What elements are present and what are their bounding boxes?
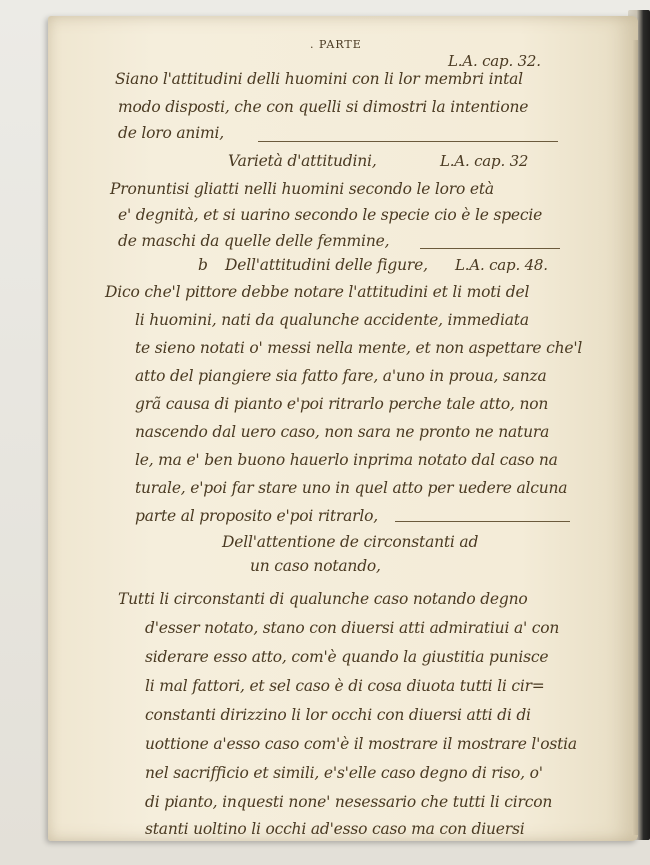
section-1-reference: L.A. cap. 32.: [448, 52, 541, 70]
section-1-line-2: modo disposti, che con quelli si dimostri la intentione: [118, 98, 529, 116]
section-4-line-9: stanti uoltino li occhi ad'esso caso ma con diuersi: [145, 820, 525, 838]
section-3-line-3: te sieno notati o' messi nella mente, et non aspettare che'l: [135, 339, 583, 357]
section-1-line-3: de loro animi,: [118, 124, 224, 142]
section-4-line-4: li mal fattori, et sel caso è di cosa diuota tutti li cir=: [145, 677, 545, 695]
section-3-line-1: Dico che'l pittore debbe notare l'attitudini et li moti del: [105, 283, 530, 301]
section-2-line-3: de maschi da quelle delle femmine,: [118, 232, 390, 250]
section-4-line-5: constanti dirizzino li lor occhi con diuersi atti di di: [145, 706, 531, 724]
section-3-line-7: le, ma e' ben buono hauerlo inprima notato dal caso na: [135, 451, 558, 469]
section-1-line-1: Siano l'attitudini delli huomini con li lor membri intal: [115, 70, 523, 88]
section-4-line-3: siderare esso atto, com'è quando la giustitia punisce: [145, 648, 549, 666]
section-3-line-9: parte al proposito e'poi ritrarlo,: [135, 507, 378, 525]
section-1-end-rule: [258, 141, 558, 142]
section-2-end-rule: [420, 248, 560, 249]
section-2-line-1: Pronuntisi gliatti nelli huomini secondo le loro età: [110, 180, 494, 198]
section-4-line-1: Tutti li circonstanti di qualunche caso notando degno: [118, 590, 528, 608]
section-2-heading: Varietà d'attitudini,: [228, 152, 377, 170]
section-3-line-4: atto del piangiere sia fatto fare, a'uno in proua, sanza: [135, 367, 547, 385]
section-3-heading: Dell'attitudini delle figure,: [225, 256, 428, 274]
section-2-reference: L.A. cap. 32: [440, 152, 529, 170]
section-3-marker: b: [198, 256, 208, 274]
section-2-line-2: e' degnità, et si uarino secondo le specie cio è le specie: [118, 206, 543, 224]
page-fold-edge: [632, 40, 638, 835]
section-3-line-2: li huomini, nati da qualunche accidente, immediata: [135, 311, 529, 329]
section-3-line-8: turale, e'poi far stare uno in quel atto per uedere alcuna: [135, 479, 568, 497]
section-4-line-2: d'esser notato, stano con diuersi atti admiratiui a' con: [145, 619, 560, 637]
section-3-reference: L.A. cap. 48.: [455, 256, 548, 274]
section-3-line-6: nascendo dal uero caso, non sara ne pronto ne natura: [135, 423, 550, 441]
section-4-line-6: uottione a'esso caso com'è il mostrare il mostrare l'ostia: [145, 735, 577, 753]
section-4-heading-line-2: un caso notando,: [250, 557, 381, 575]
section-3-line-5: grã causa di pianto e'poi ritrarlo perche tale atto, non: [135, 395, 549, 413]
running-title: . PARTE: [310, 38, 362, 51]
section-3-end-rule: [395, 521, 570, 522]
section-4-line-8: di pianto, inquesti none' nesessario che tutti li circon: [145, 793, 553, 811]
section-4-line-7: nel sacrifficio et simili, e's'elle caso degno di riso, o': [145, 764, 543, 782]
section-4-heading-line-1: Dell'attentione de circonstanti ad: [222, 533, 479, 551]
